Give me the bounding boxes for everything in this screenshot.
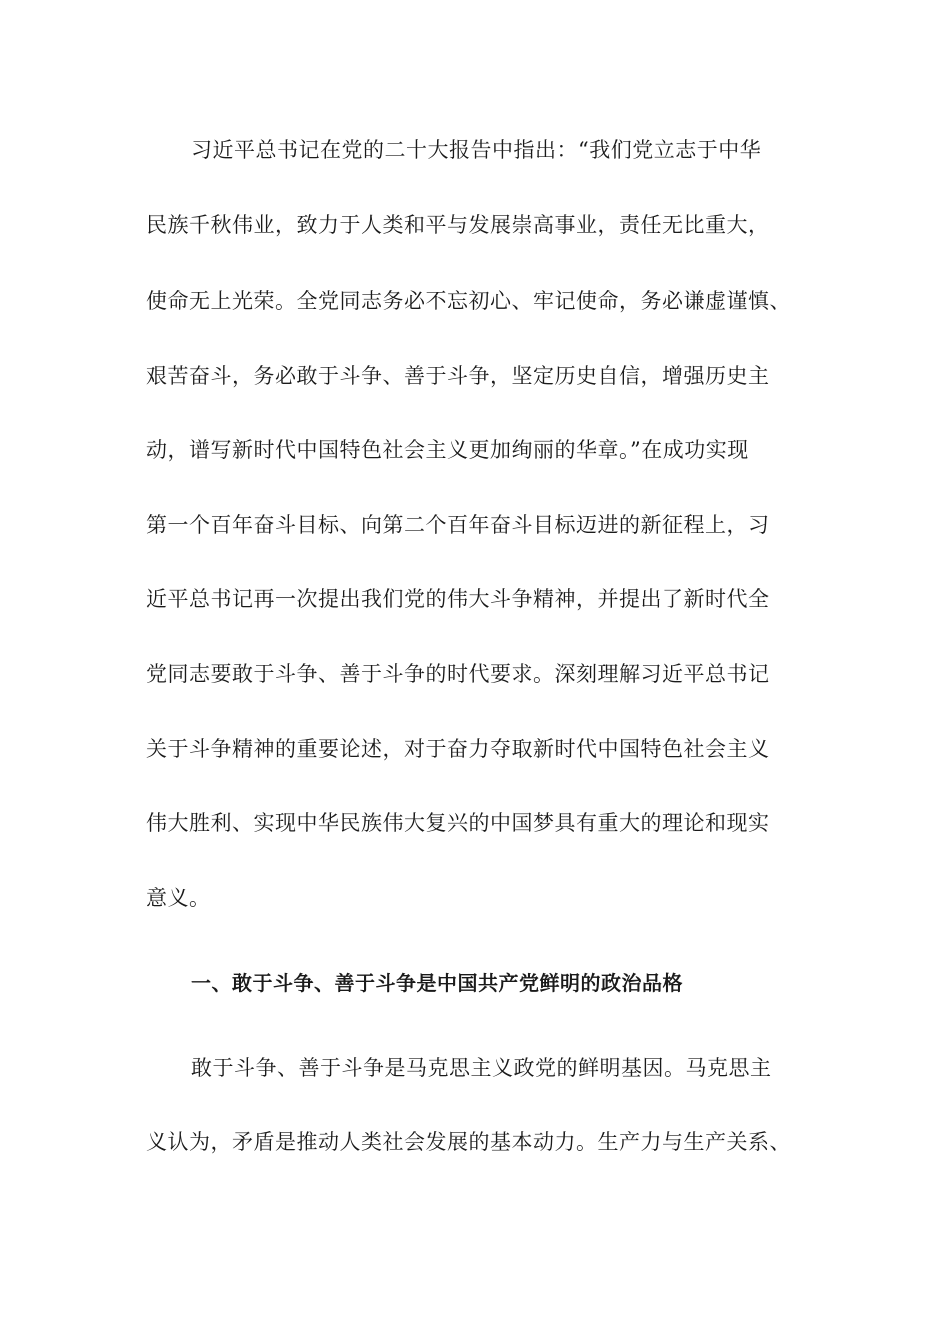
- text-line: 习近平总书记在党的二十大报告中指出：“我们党立志于中华: [191, 138, 762, 162]
- text-line: 民族千秋伟业，致力于人类和平与发展崇高事业，责任无比重大，: [146, 213, 770, 237]
- section-heading: 一、敢于斗争、善于斗争是中国共产党鲜明的政治品格: [191, 971, 683, 995]
- text-line: 意义。: [146, 886, 211, 910]
- text-line: 关于斗争精神的重要论述，对于奋力夺取新时代中国特色社会主义: [146, 737, 770, 761]
- text-line: 动，谱写新时代中国特色社会主义更加绚丽的华章。”在成功实现: [146, 438, 749, 462]
- text-line: 使命无上光荣。全党同志务必不忘初心、牢记使命，务必谦虚谨慎、: [146, 289, 791, 313]
- text-line: 第一个百年奋斗目标、向第二个百年奋斗目标迈进的新征程上，习: [146, 513, 770, 537]
- text-line: 义认为，矛盾是推动人类社会发展的基本动力。生产力与生产关系、: [146, 1130, 791, 1154]
- text-line: 艰苦奋斗，务必敢于斗争、善于斗争，坚定历史自信，增强历史主: [146, 364, 770, 388]
- text-line: 近平总书记再一次提出我们党的伟大斗争精神，并提出了新时代全: [146, 587, 770, 611]
- text-line: 党同志要敢于斗争、善于斗争的时代要求。深刻理解习近平总书记: [146, 662, 770, 686]
- text-line: 敢于斗争、善于斗争是马克思主义政党的鲜明基因。马克思主: [191, 1056, 772, 1080]
- text-line: 伟大胜利、实现中华民族伟大复兴的中国梦具有重大的理论和现实: [146, 811, 770, 835]
